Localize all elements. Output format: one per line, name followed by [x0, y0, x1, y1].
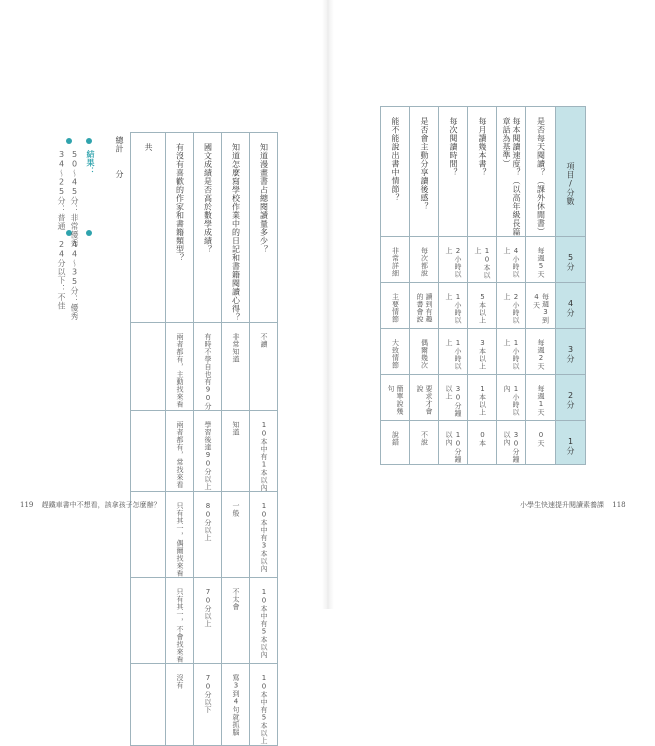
question-cell: 是否會主動分享讀後感？ — [410, 107, 439, 237]
question-cell: 每次閱讀時間？ — [439, 107, 468, 237]
answer-cell: 每週2天 — [526, 329, 556, 375]
answer-cell: 1小時以上 — [497, 329, 526, 375]
answer-cell: 1小時以上 — [439, 329, 468, 375]
question-cell: 知道漫畫書占總閱讀量多少？ — [250, 133, 278, 323]
answer-cell: 不太會 — [222, 578, 250, 664]
answer-cell: 10本中有5本以上 — [250, 664, 278, 746]
answer-cell: 4小時以上 — [497, 237, 526, 283]
score-cell: 1分 — [556, 421, 586, 465]
answer-cell: 1小時以上 — [439, 283, 468, 329]
total-cell — [131, 322, 166, 410]
answer-cell: 非常詳細 — [381, 237, 410, 283]
left-checklist-table — [130, 132, 278, 746]
answer-cell: 0天 — [526, 421, 556, 465]
score-cell: 3分 — [556, 329, 586, 375]
result-title: 結果： — [86, 150, 95, 176]
answer-cell: 70分以上 — [194, 578, 222, 664]
result-line-2: 34～25分：普通 — [57, 150, 66, 231]
footer-text: 趕鐵車書中不想看，該拿孩子怎麼辦？ — [41, 501, 161, 509]
answer-cell: 寫3到4句就抓腦 — [222, 664, 250, 746]
answer-cell: 只有其一，不會找來看 — [166, 578, 194, 664]
question-cell: 有沒有喜歡的作家和書籍類型？ — [166, 133, 194, 323]
answer-cell: 學習後達90分以上 — [194, 410, 222, 492]
page-number: 118 — [612, 501, 626, 509]
left-page — [0, 0, 327, 745]
answer-cell: 10分鐘以內 — [439, 421, 468, 465]
score-cell: 2分 — [556, 375, 586, 421]
result-line-3: 44～35分：優秀 — [70, 240, 79, 321]
answer-cell: 1小時以內 — [497, 375, 526, 421]
answer-cell: 知道 — [222, 410, 250, 492]
question-cell: 國文成績是否高於數學成績？ — [194, 133, 222, 323]
answer-cell: 讀到有趣的書會說 — [410, 283, 439, 329]
question-cell: 每月讀幾本書？ — [468, 107, 497, 237]
answer-cell: 10本中有5本以內 — [250, 578, 278, 664]
answer-cell: 30分鐘以上 — [439, 375, 468, 421]
question-cell: 能不能說出書中情節？ — [381, 107, 410, 237]
right-checklist-table — [380, 106, 586, 465]
answer-cell: 要求才會說 — [410, 375, 439, 421]
right-footer — [520, 500, 626, 510]
answer-cell: 沒有 — [166, 664, 194, 746]
total-cell: 共 — [131, 133, 166, 323]
answer-cell: 主要情節 — [381, 283, 410, 329]
answer-cell: 每次都說 — [410, 237, 439, 283]
result-dot — [86, 230, 92, 236]
answer-cell: 每週1天 — [526, 375, 556, 421]
answer-cell: 簡單說幾句 — [381, 375, 410, 421]
answer-cell: 80分以上 — [194, 492, 222, 578]
result-line-4: 24分以下：不佳 — [57, 240, 66, 310]
answer-cell: 2小時以上 — [497, 283, 526, 329]
total-cell — [131, 664, 166, 746]
answer-cell: 每週3到4天 — [526, 283, 556, 329]
answer-cell: 30分鐘以內 — [497, 421, 526, 465]
result-dot — [66, 138, 72, 144]
answer-cell: 兩者都有，主動找來看 — [166, 322, 194, 410]
checklist-title-block — [602, 108, 655, 265]
result-line-1: 50～45分：非常優秀 — [70, 150, 79, 248]
answer-cell: 70分以下 — [194, 664, 222, 746]
answer-cell: 每週5天 — [526, 237, 556, 283]
answer-cell: 0本 — [468, 421, 497, 465]
answer-cell: 10本中有1本以內 — [250, 410, 278, 492]
question-cell: 知道怎麼寫學校作業中的日記和書籍閱讀心得？ — [222, 133, 250, 323]
answer-cell: 不讀 — [250, 322, 278, 410]
answer-cell: 說錯 — [381, 421, 410, 465]
total-cell — [131, 410, 166, 492]
answer-cell: 偶爾幾次 — [410, 329, 439, 375]
answer-cell: 兩者都有，常找來看 — [166, 410, 194, 492]
answer-cell: 非常知道 — [222, 322, 250, 410]
left-footer — [20, 500, 161, 510]
header-cell: 項目/分數 — [556, 107, 586, 237]
page-number: 119 — [20, 501, 34, 509]
answer-cell: 10本中有3本以內 — [250, 492, 278, 578]
answer-cell: 一般 — [222, 492, 250, 578]
score-cell: 5分 — [556, 237, 586, 283]
answer-cell: 只有其一，偶爾找來看 — [166, 492, 194, 578]
total-label: 總計 分 — [115, 136, 124, 179]
answer-cell: 3本以上 — [468, 329, 497, 375]
answer-cell: 1本以上 — [468, 375, 497, 421]
answer-cell: 大致情節 — [381, 329, 410, 375]
score-cell: 4分 — [556, 283, 586, 329]
answer-cell: 不說 — [410, 421, 439, 465]
footer-text: 小學生快速提升閱讀素養課 — [520, 501, 604, 509]
question-cell: 每本閱讀速度？（以高年級長篇章話為基準） — [497, 107, 526, 237]
answer-cell: 2小時以上 — [439, 237, 468, 283]
answer-cell: 有時不學自也有90分 — [194, 322, 222, 410]
answer-cell: 10本以上 — [468, 237, 497, 283]
total-cell — [131, 578, 166, 664]
result-dot — [86, 138, 92, 144]
question-cell: 是否每天閱讀？（課外休閒書） — [526, 107, 556, 237]
answer-cell: 5本以上 — [468, 283, 497, 329]
